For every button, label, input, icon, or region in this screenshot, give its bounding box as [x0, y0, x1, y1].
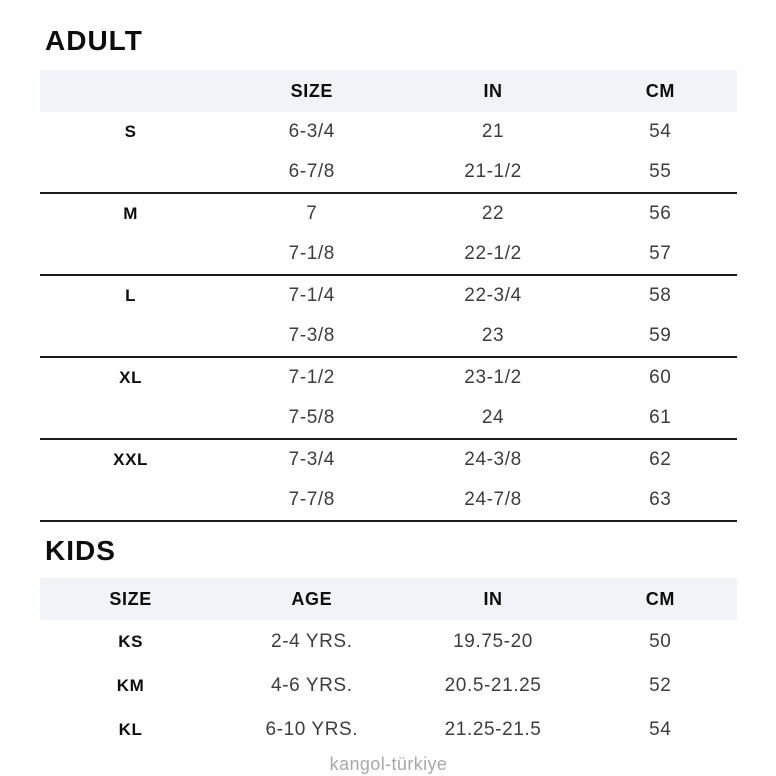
inches-value: 22 — [481, 203, 505, 224]
cm-value: 59 — [649, 325, 672, 346]
hat-size-value: 7-1/8 — [288, 243, 335, 264]
table-row — [40, 276, 737, 316]
cm-value: 54 — [649, 719, 672, 740]
kids-header-cm: CM — [645, 588, 675, 609]
age-value: 4-6 YRS. — [271, 675, 353, 696]
cm-value: 58 — [649, 285, 672, 306]
hat-size-value: 7-1/4 — [288, 285, 335, 306]
adult-size-table — [40, 70, 737, 522]
cm-value: 62 — [649, 449, 672, 470]
hat-size-value: 7-3/8 — [288, 325, 335, 346]
hat-size-value: 7-7/8 — [288, 489, 335, 510]
kids-section-title: KIDS — [45, 535, 116, 566]
adult-size-group-xl — [40, 358, 737, 440]
adult-size-group-s — [40, 112, 737, 194]
inches-value: 21 — [481, 121, 505, 142]
inches-value: 23-1/2 — [464, 367, 522, 388]
size-label: S — [124, 122, 137, 141]
size-label: KS — [118, 632, 144, 651]
hat-size-value: 7-3/4 — [288, 449, 335, 470]
size-label: L — [125, 286, 137, 305]
cm-value: 55 — [649, 161, 672, 182]
inches-value: 19.75-20 — [453, 631, 533, 652]
inches-value: 23 — [481, 325, 505, 346]
size-label: XXL — [113, 450, 149, 469]
cm-value: 60 — [649, 367, 672, 388]
adult-size-group-xxl — [40, 440, 737, 522]
kids-table-header-row — [40, 578, 737, 620]
table-row — [40, 708, 737, 752]
cm-value: 52 — [649, 675, 672, 696]
hat-size-value: 7-1/2 — [288, 367, 335, 388]
cm-value: 50 — [649, 631, 672, 652]
inches-value: 22-1/2 — [464, 243, 522, 264]
hat-size-value: 7 — [306, 203, 318, 224]
adult-header-size: SIZE — [290, 80, 334, 101]
kids-size-table — [40, 578, 737, 752]
size-label: M — [123, 204, 138, 223]
kids-header-in: IN — [483, 588, 503, 609]
table-row — [40, 664, 737, 708]
age-value: 2-4 YRS. — [271, 631, 353, 652]
adult-table-header-row — [40, 70, 737, 112]
adult-section-title: ADULT — [45, 25, 143, 56]
kids-header-size: SIZE — [109, 588, 152, 609]
table-row — [40, 316, 737, 356]
table-row — [40, 152, 737, 192]
adult-size-group-m — [40, 194, 737, 276]
table-row — [40, 398, 737, 438]
inches-value: 24-3/8 — [464, 449, 522, 470]
table-row — [40, 194, 737, 234]
cm-value: 63 — [649, 489, 672, 510]
size-label: KL — [118, 720, 143, 739]
watermark-text: kangol-türkiye — [329, 754, 448, 774]
hat-size-value: 7-5/8 — [288, 407, 335, 428]
table-row — [40, 620, 737, 664]
inches-value: 22-3/4 — [464, 285, 522, 306]
inches-value: 24-7/8 — [464, 489, 522, 510]
age-value: 6-10 YRS. — [265, 719, 359, 740]
cm-value: 61 — [649, 407, 672, 428]
hat-size-value: 6-3/4 — [288, 121, 335, 142]
cm-value: 54 — [649, 121, 672, 142]
inches-value: 21.25-21.5 — [444, 719, 542, 740]
inches-value: 24 — [481, 407, 505, 428]
inches-value: 21-1/2 — [464, 161, 522, 182]
size-label: KM — [116, 676, 145, 695]
table-row — [40, 112, 737, 152]
cm-value: 56 — [649, 203, 672, 224]
kids-header-age: AGE — [291, 588, 333, 609]
table-row — [40, 440, 737, 480]
inches-value: 20.5-21.25 — [444, 675, 542, 696]
adult-header-in: IN — [483, 80, 503, 101]
table-row — [40, 480, 737, 520]
table-row — [40, 234, 737, 274]
size-label: XL — [119, 368, 143, 387]
cm-value: 57 — [649, 243, 672, 264]
table-row — [40, 358, 737, 398]
adult-size-group-l — [40, 276, 737, 358]
adult-header-cm: CM — [645, 80, 675, 101]
hat-size-value: 6-7/8 — [288, 161, 335, 182]
